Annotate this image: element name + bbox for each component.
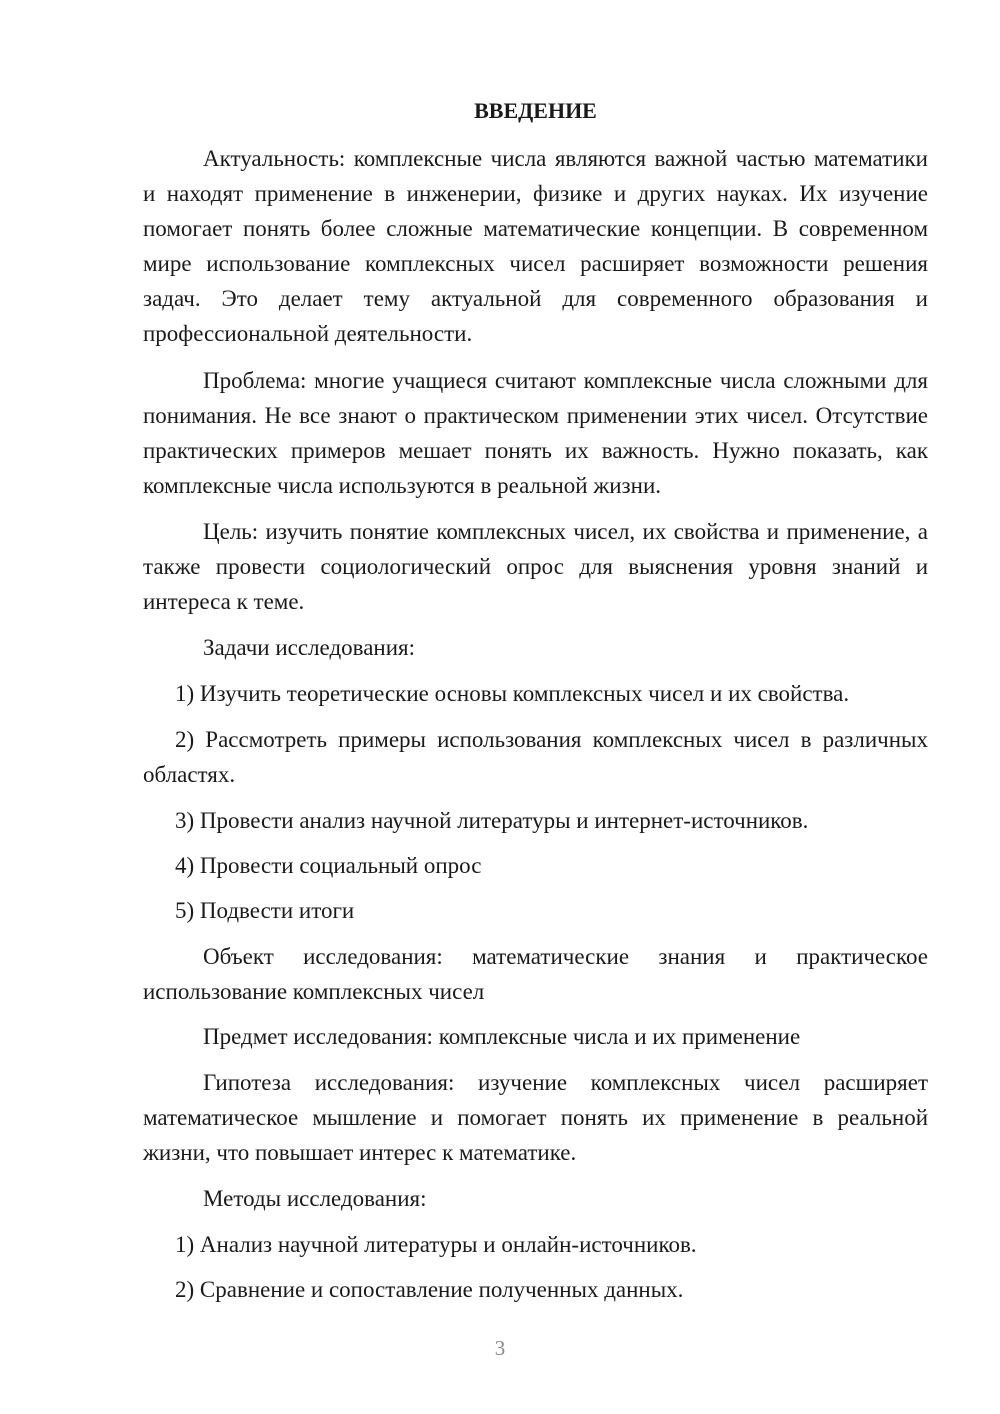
method-item-2: 2) Сравнение и сопоставление полученных данных. (175, 1277, 684, 1302)
paragraph-object: Объект исследования: математические знания и практическое использование комплексных чисел (143, 944, 928, 1004)
task-item-4: 4) Провести социальный опрос (175, 853, 482, 878)
tasks-heading: Задачи исследования: (203, 635, 416, 660)
task-item-5: 5) Подвести итоги (175, 898, 355, 923)
section-title: ВВЕДЕНИЕ (474, 98, 597, 123)
methods-heading: Методы исследования: (203, 1186, 427, 1211)
task-item-1: 1) Изучить теоретические основы комплексных чисел и их свойства. (175, 681, 850, 706)
task-item-3: 3) Провести анализ научной литературы и интернет-источников. (175, 808, 809, 833)
paragraph-problem: Проблема: многие учащиеся считают комплексные числа сложными для понимания. Не все знают о практическом применении этих чисел. Отсутствие практических примеров мешает понять их важность. Нужно показать, как комплексные числа используются в реальной жизни. (143, 368, 928, 498)
paragraph-subject: Предмет исследования: комплексные числа и их применение (203, 1024, 801, 1049)
paragraph-hypothesis: Гипотеза исследования: изучение комплексных чисел расширяет математическое мышление и помогает понять их применение в реальной жизни, что повышает интерес к математике. (143, 1070, 928, 1165)
page-number: 3 (494, 1336, 506, 1360)
task-item-2: 2) Рассмотреть примеры использования комплексных чисел в различных областях. (143, 727, 928, 787)
paragraph-goal: Цель: изучить понятие комплексных чисел, их свойства и применение, а также провести социологический опрос для выяснения уровня знаний и интереса к теме. (143, 519, 928, 614)
paragraph-relevance: Актуальность: комплексные числа являются важной частью математики и находят применение в инженерии, физике и других науках. Их изучение помогает понять более сложные математические концепции. В современном мире использование комплексных чисел расширяет возможности решения задач. Это делает тему актуальной для современного образования и профессиональной деятельности. (143, 146, 928, 346)
method-item-1: 1) Анализ научной литературы и онлайн-источников. (175, 1232, 697, 1257)
